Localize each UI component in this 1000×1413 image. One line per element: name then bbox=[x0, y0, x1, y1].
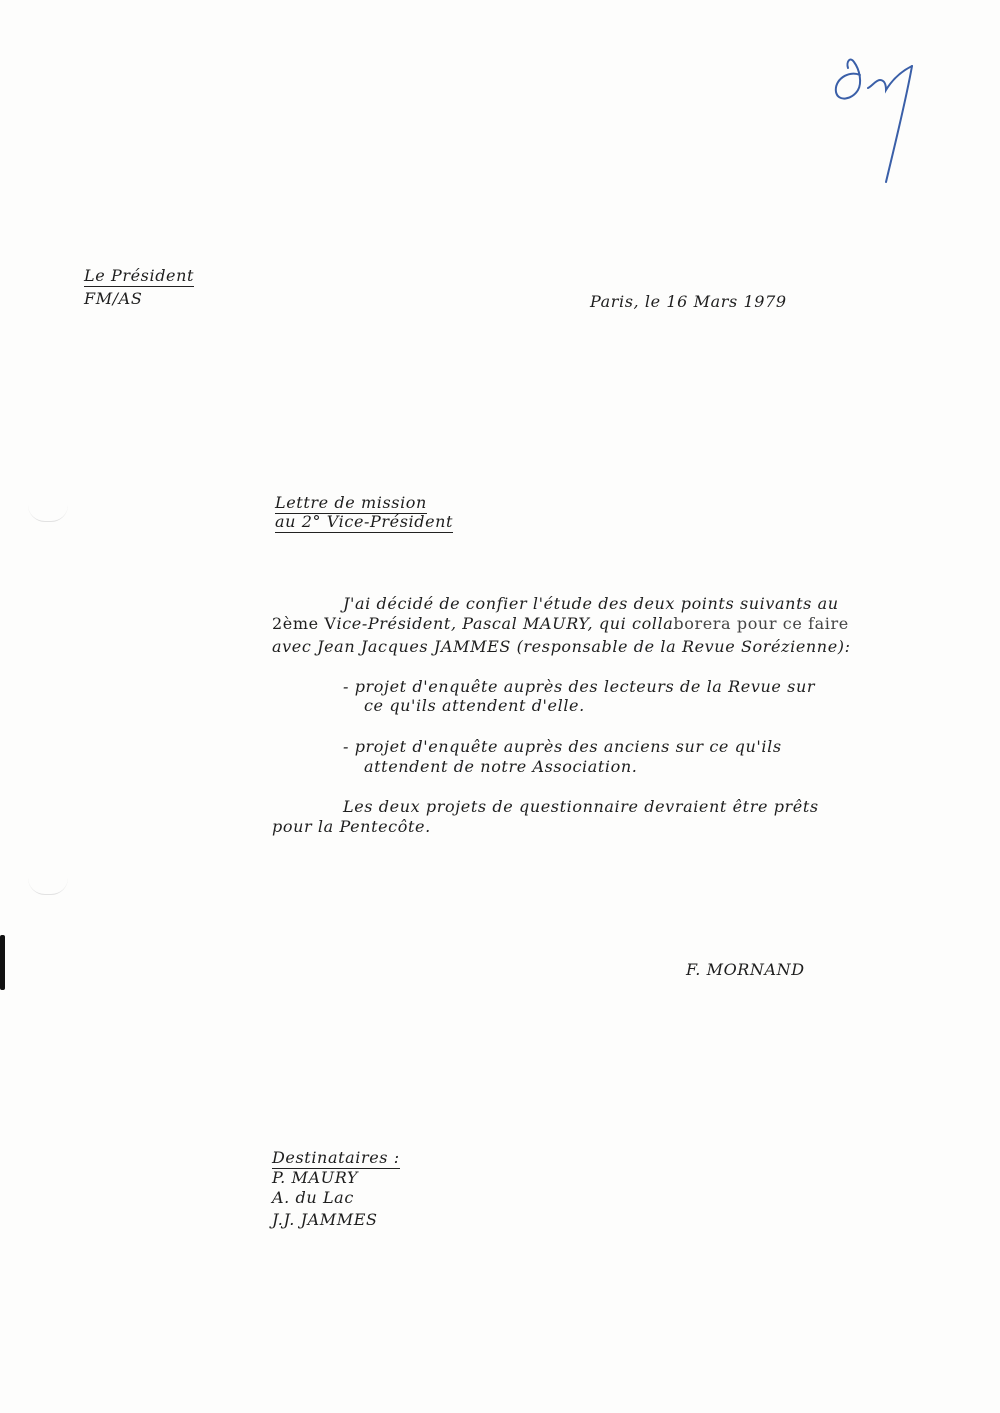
punch-hole-mark bbox=[28, 878, 68, 895]
bullet-2-line-1: - projet d'enquête auprès des anciens sur ce qu'ils bbox=[343, 737, 782, 756]
paragraph-1-line-2-start: 2ème V bbox=[272, 614, 337, 633]
paragraph-1-line-2-middle: ice-Président, Pascal MAURY, qui colla bbox=[336, 614, 674, 633]
handwritten-annotation bbox=[820, 40, 940, 190]
subject-line-1 bbox=[275, 493, 427, 512]
recipient-item: A. du Lac bbox=[272, 1188, 354, 1207]
bullet-1-line-2: ce qu'ils attendent d'elle. bbox=[364, 696, 585, 715]
bullet-1-line-1: - projet d'enquête auprès des lecteurs de la Revue sur bbox=[343, 677, 816, 696]
paragraph-1-line-3: avec Jean Jacques JAMMES (responsable de la Revue Sorézienne): bbox=[272, 637, 851, 656]
paragraph-1-line-2 bbox=[272, 614, 849, 633]
recipient-item: J.J. JAMMES bbox=[272, 1210, 378, 1229]
recipient-item: P. MAURY bbox=[272, 1168, 359, 1187]
bullet-2-line-2: attendent de notre Association. bbox=[364, 757, 638, 776]
subject-line-2 bbox=[275, 512, 453, 531]
paragraph-3-line-2: pour la Pentecôte. bbox=[272, 817, 431, 836]
subject-line-2-text: au 2° Vice-Président bbox=[275, 512, 454, 531]
paragraph-1-line-2-end: borera pour ce faire bbox=[673, 614, 849, 633]
recipients-title bbox=[272, 1148, 400, 1167]
sender-reference: FM/AS bbox=[84, 289, 143, 308]
sender-title bbox=[84, 266, 194, 285]
paragraph-1-line-1: J'ai décidé de confier l'étude des deux points suivants au bbox=[343, 594, 839, 613]
punch-hole-mark bbox=[28, 505, 68, 522]
letter-date: Paris, le 16 Mars 1979 bbox=[590, 292, 787, 311]
recipients-title-text: Destinataires : bbox=[272, 1148, 400, 1167]
paragraph-3-line-1: Les deux projets de questionnaire devraient être prêts bbox=[343, 797, 819, 816]
scan-edge-mark bbox=[0, 935, 5, 990]
subject-line-1-text: Lettre de mission bbox=[275, 493, 427, 512]
sender-title-text: Le Président bbox=[84, 266, 195, 285]
signature-name: F. MORNAND bbox=[686, 960, 805, 979]
